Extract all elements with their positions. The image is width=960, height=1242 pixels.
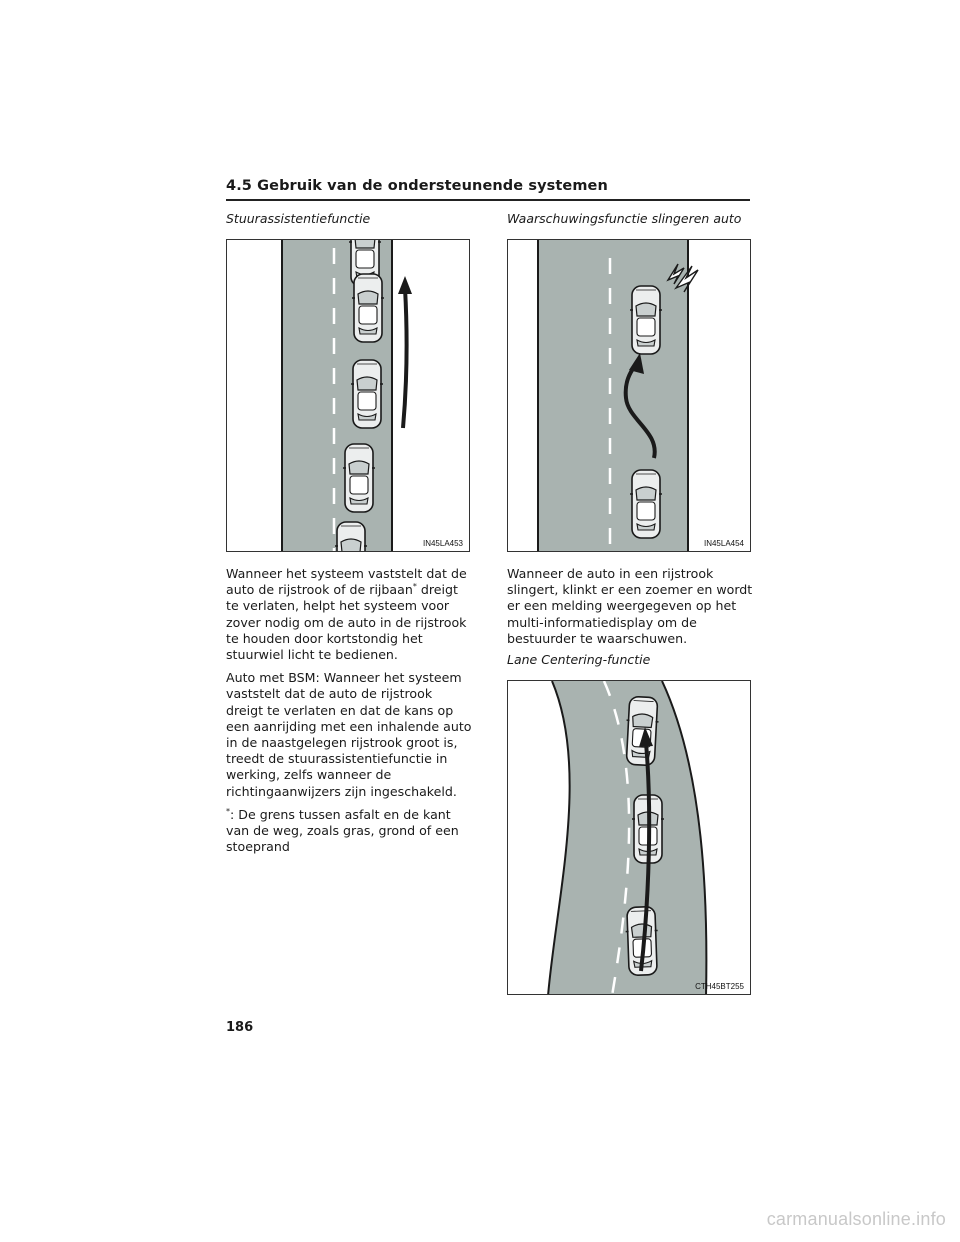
section-title: 4.5 Gebruik van de ondersteunende systemen [226, 178, 608, 194]
car-icon [624, 696, 660, 766]
car-icon [630, 286, 662, 354]
subheading-sway-warning: Waarschuwingsfunctie slingeren auto [507, 211, 742, 226]
car-icon [352, 274, 384, 342]
figure-steering-assist [226, 239, 470, 552]
figure-code: CTH45BT255 [695, 982, 744, 991]
subheading-steering-assist: Stuurassistentiefunctie [226, 211, 371, 226]
left-text [226, 566, 472, 862]
footnote: *: De grens tussen asfalt en de kant van de weg, zoals gras, grond of een stoeprand [226, 806, 459, 855]
road-surface [538, 240, 688, 552]
paragraph-bsm: Auto met BSM: Wanneer het systeem vaststelt dat de auto de rijstrook dreigt te verlaten en dat de kans op een aanrijding met een inhalende auto in de naastgelegen rijstrook groot is, treedt de stuurassistentiefunctie in werking, zelfs wanneer de richtingaanwijzers zijn ingeschakeld. [226, 670, 472, 799]
car-icon [343, 444, 375, 512]
road-surface [548, 681, 706, 995]
paragraph-sway-warning: Wanneer de auto in een rijstrook slingert, klinkt er een zoemer en wordt er een melding weergegeven op het multi-informatiedisplay om de bestuurder te waarschuwen. [507, 566, 753, 646]
subheading-lane-centering: Lane Centering-functie [507, 652, 651, 667]
title-divider [226, 199, 750, 201]
car-icon [351, 360, 383, 428]
right-text [507, 566, 753, 654]
car-icon [335, 522, 367, 552]
figure-code: IN45LA453 [422, 539, 463, 548]
car-icon [630, 470, 662, 538]
figure-sway-warning [507, 239, 751, 552]
arrow-icon [398, 276, 412, 294]
figure-code: IN45LA454 [703, 539, 744, 548]
watermark: carmanualsonline.info [766, 1209, 946, 1229]
paragraph-steering-assist: Wanneer het systeem vaststelt dat de auto de rijstrook of de rijbaan* dreigt te verlaten, helpt het systeem voor zover nodig om de auto in de rijstrook te houden door kortstondig het stuurwiel licht te bedienen. [226, 566, 467, 663]
figure-lane-centering [507, 680, 751, 995]
page-number: 186 [226, 1020, 254, 1035]
